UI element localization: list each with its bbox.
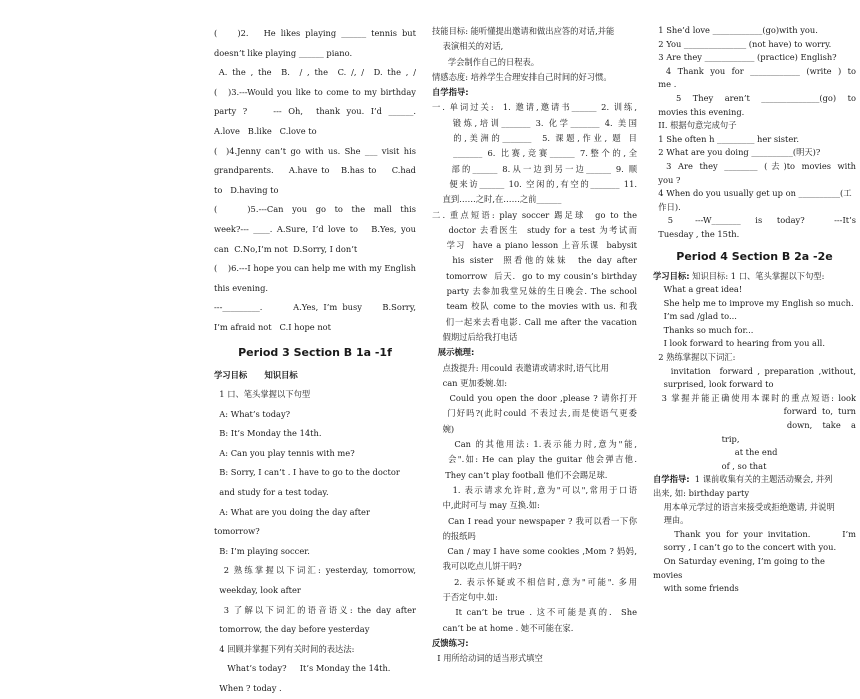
text-line: B: It’s Monday the 14th. (214, 428, 322, 439)
text-line: 2 熟练掌握以下词汇: yesterday, tomorrow, (214, 565, 416, 576)
text-line: invitation forward , preparation ,without, (653, 365, 856, 376)
text-line: party ? --- Oh, thank you. I’d ______. (214, 106, 416, 117)
text-line: 情感态度: 培养学生合理安排自己时间的好习惯。 (432, 71, 612, 82)
text-line: 自学指导: (432, 87, 469, 98)
text-line: and study for a test today. (214, 487, 329, 498)
period-3-objectives (214, 366, 416, 699)
text-line: 学习目标 知识目标 (214, 369, 298, 380)
text-line: 学习 have a piano lesson 上音乐课 babysit (432, 240, 637, 251)
text-line (653, 473, 856, 487)
text-line: weekday, look after (214, 585, 301, 596)
text-line: 部的______ 8.从一边到另一边______ 9. 顺 (432, 163, 637, 174)
text-line: 一. 单词过关: 1. 邀请,邀请书______ 2. 训练, (432, 102, 637, 113)
text-line: 锻炼,培训_______ 3. 化学_______ 4. 美国 (432, 117, 637, 128)
text-line (653, 270, 856, 284)
text-line: 3 掌握并能正确使用本课时的重点短语: look (653, 392, 856, 403)
text-line: A.love B.like C.love to (214, 125, 317, 136)
period-4-objectives (653, 270, 856, 596)
section-label-rest: 知识目标: 1 口、笔头掌握以下句型: (689, 270, 825, 281)
period-4-heading: Period 4 Section B 2a -2e (676, 249, 833, 263)
text-line: 2. 表示怀疑或不相信时,意为"可能". 多用 (432, 576, 637, 587)
text-line: 中,此时可与 may 互换.如: (432, 500, 540, 511)
text-line: tomorrow 后天. go to my cousin’s birthday (432, 270, 637, 281)
text-line: 二. 重点短语: play soccer 踢足球 go to the (432, 209, 637, 220)
text-line: 3 Are they ____________ (practice) English? (653, 52, 837, 63)
text-line: you ? (653, 174, 681, 185)
text-line: down, take a (653, 420, 856, 431)
text-line: II. 根据句意完成句子 (653, 120, 737, 131)
practice-block (653, 24, 856, 242)
text-line: Could you open the door ,please ? 请你打开 (432, 393, 637, 404)
text-line: 于否定句中.如: (432, 591, 498, 602)
text-line: 4 When do you usually get up on __________(工 (653, 188, 852, 199)
text-line: ( )6.---I hope you can help me with my English (214, 263, 416, 274)
text-line: with some friends (653, 583, 739, 594)
text-line: ( )5.---Can you go to the mall this (214, 204, 416, 215)
text-line: 技能目标: 能听懂提出邀请和做出应答的对话,并能 (432, 26, 615, 36)
text-line: 点拨提升: 用could 表邀请或请求时,语气比用 (432, 362, 609, 373)
text-line: On Saturday evening, I’m going to the movies (653, 555, 828, 580)
text-line: 5 ---W_______ is today? ---It’s (653, 215, 856, 226)
text-line: 作日). (653, 201, 681, 212)
text-line: at the end (653, 447, 778, 458)
section-label-rest: 1 课前收集有关的主题活动聚会, 并列 (689, 474, 833, 485)
text-line: ---_________. A.Yes, I’m busy B.Sorry, (214, 302, 416, 313)
text-line: A: What are you doing the day after tomorrow? (214, 506, 373, 537)
text-line: Can 的其他用法: 1.表示能力时,意为"能, (432, 439, 637, 450)
text-line: 们一起来去看电影. Call me after the vacation (432, 316, 637, 327)
text-line: this evening. (214, 282, 269, 293)
text-line: trip, (653, 433, 740, 444)
text-line: 1 She often h _________ her sister. (653, 133, 799, 144)
text-line: 3 了解以下词汇的语音语义: the day after (214, 604, 416, 615)
text-line: 直到……之时,在……之前______ (432, 194, 562, 205)
text-line: 门好吗?(此时could 不表过去,而是使语气更委 (432, 408, 637, 419)
text-line: A: Can you play tennis with me? (214, 447, 355, 458)
text-line: party 去参加我堂兄妹的生日晚会. The school (432, 286, 637, 297)
text-line: 婉) (432, 423, 455, 434)
right-column (653, 24, 856, 596)
text-line: 用本单元学过的语言来接受或拒绝邀请, 并说明 (653, 501, 835, 512)
text-line: I 用所给动词的适当形式填空 (432, 653, 543, 664)
text-line: It can’t be true . 这不可能是真的. She (432, 607, 637, 618)
text-line: doctor 去看医生 study for a test 为考试而 (432, 224, 637, 235)
text-line: ( )4.Jenny can’t go with us. She ___ visit his (214, 145, 416, 156)
text-line: I look forward to hearing from you all. (653, 338, 825, 349)
text-line: B: Sorry, I can’t . I have to go to the doctor (214, 467, 400, 478)
text-line: can’t be at home . 她不可能在家. (432, 622, 574, 633)
text-line: can C.No,I’m not D.Sorry, I don’t (214, 243, 358, 254)
period-3-heading: Period 3 Section B 1a -1f (238, 345, 392, 359)
text-line: Can I read your newspaper ? 我可以看一下你 (432, 515, 637, 526)
text-line: ( )2. He likes playing ______ tennis but (214, 28, 416, 38)
text-line: can 更加委婉.如: (432, 377, 508, 388)
exercise-block (214, 24, 416, 338)
text-line: What’s today? It’s Monday the 14th. (214, 663, 391, 674)
text-line: forward to, turn (653, 406, 856, 417)
text-line: Tuesday , the 15th. (653, 228, 740, 239)
text-line: 反馈练习: (432, 637, 469, 648)
section-label: 学习目标: (653, 270, 690, 281)
text-line: week?--- ____. A.Sure, I’d love to B.Yes, you (214, 223, 416, 234)
text-line: his sister 照看他的妹妹 the day after (432, 255, 637, 266)
text-line: What a great idea! (653, 284, 743, 295)
text-line: 的,美洲的_______ 5. 课题,作业, 题 目 (432, 133, 637, 144)
text-line: 会".如: He can play the guitar 他会弹吉他. (432, 454, 637, 465)
text-line: movies this evening. (653, 106, 745, 117)
text-line: 便来访______ 10. 空闲的,有空的_______ 11. (432, 178, 637, 189)
text-line: 2 What are you doing __________(明天)? (653, 147, 821, 158)
text-line: to D.having to (214, 184, 279, 195)
text-line: 4 Thank you for ____________ (write ) to (653, 65, 856, 76)
text-line: me . (653, 79, 677, 90)
text-line: 4 回顾并掌握下列有关时间的表达法: (214, 643, 355, 654)
text-line: 展示梳理: (432, 347, 475, 358)
text-line: I’m afraid not C.I hope not (214, 321, 332, 332)
text-line: B: I’m playing soccer. (214, 545, 310, 556)
text-line: 我可以吃点儿饼干吗? (432, 561, 522, 572)
text-line: 学会制作自己的日程表。 (432, 56, 540, 67)
text-line: 表演相关的对话, (432, 41, 504, 52)
text-line: Can / may I have some cookies ,Mom ? 妈妈, (432, 546, 637, 557)
text-line: 1 She’d love ____________(go)with you. (653, 25, 818, 35)
text-line: She help me to improve my English so much. (653, 297, 854, 308)
text-line: 的报纸吗 (432, 530, 476, 541)
text-line: _______ 6. 比赛,竞赛______ 7.整个的,全 (432, 148, 637, 159)
text-line: sorry , I can’t go to the concert with you. (653, 542, 837, 553)
text-line: 理由。 (653, 515, 689, 526)
text-line: 假期过后给我打电话 (432, 331, 518, 342)
text-line: grandparents. A.have to B.has to C.had (214, 165, 416, 176)
text-line: doesn’t like playing ______ piano. (214, 47, 353, 58)
text-line: 2 You _______________ (not have) to worry. (653, 38, 832, 49)
text-line: 出来, 如: birthday party (653, 488, 750, 498)
text-line: 2 熟练掌握以下词汇: (653, 352, 736, 363)
section-label: 自学指导: (653, 474, 690, 485)
text-line: 3 Are they ________ (去)to movies with (653, 160, 856, 171)
left-column (214, 24, 416, 699)
text-line: tomorrow, the day before yesterday (214, 624, 370, 635)
objectives-and-guidance (432, 24, 637, 666)
text-line: 1 口、笔头掌握以下句型 (214, 389, 311, 400)
text-line: A: What’s today? (214, 408, 291, 419)
text-line: When ? today . (214, 683, 282, 693)
text-line: Thank you for your invitation. I’m (653, 528, 856, 539)
text-line: 5 They aren’t ______________(go) to (653, 92, 856, 103)
text-line: surprised, look forward to (653, 379, 774, 390)
text-line: 1. 表示请求允许时,意为"可以",常用于口语 (432, 484, 637, 495)
text-line: A. the , the B. / , the C. /, / D. the , / (214, 67, 416, 78)
middle-column (432, 24, 637, 666)
text-line: I’m sad /glad to... (653, 311, 737, 322)
text-line: team 校队 come to the movies with us. 和我 (432, 301, 637, 312)
text-line: of , so that (653, 460, 767, 471)
text-line: They can’t play football 他们不会踢足球. (432, 469, 608, 480)
text-line: Thanks so much for... (653, 324, 754, 335)
text-line: ( )3.---Would you like to come to my birthday (214, 86, 416, 97)
